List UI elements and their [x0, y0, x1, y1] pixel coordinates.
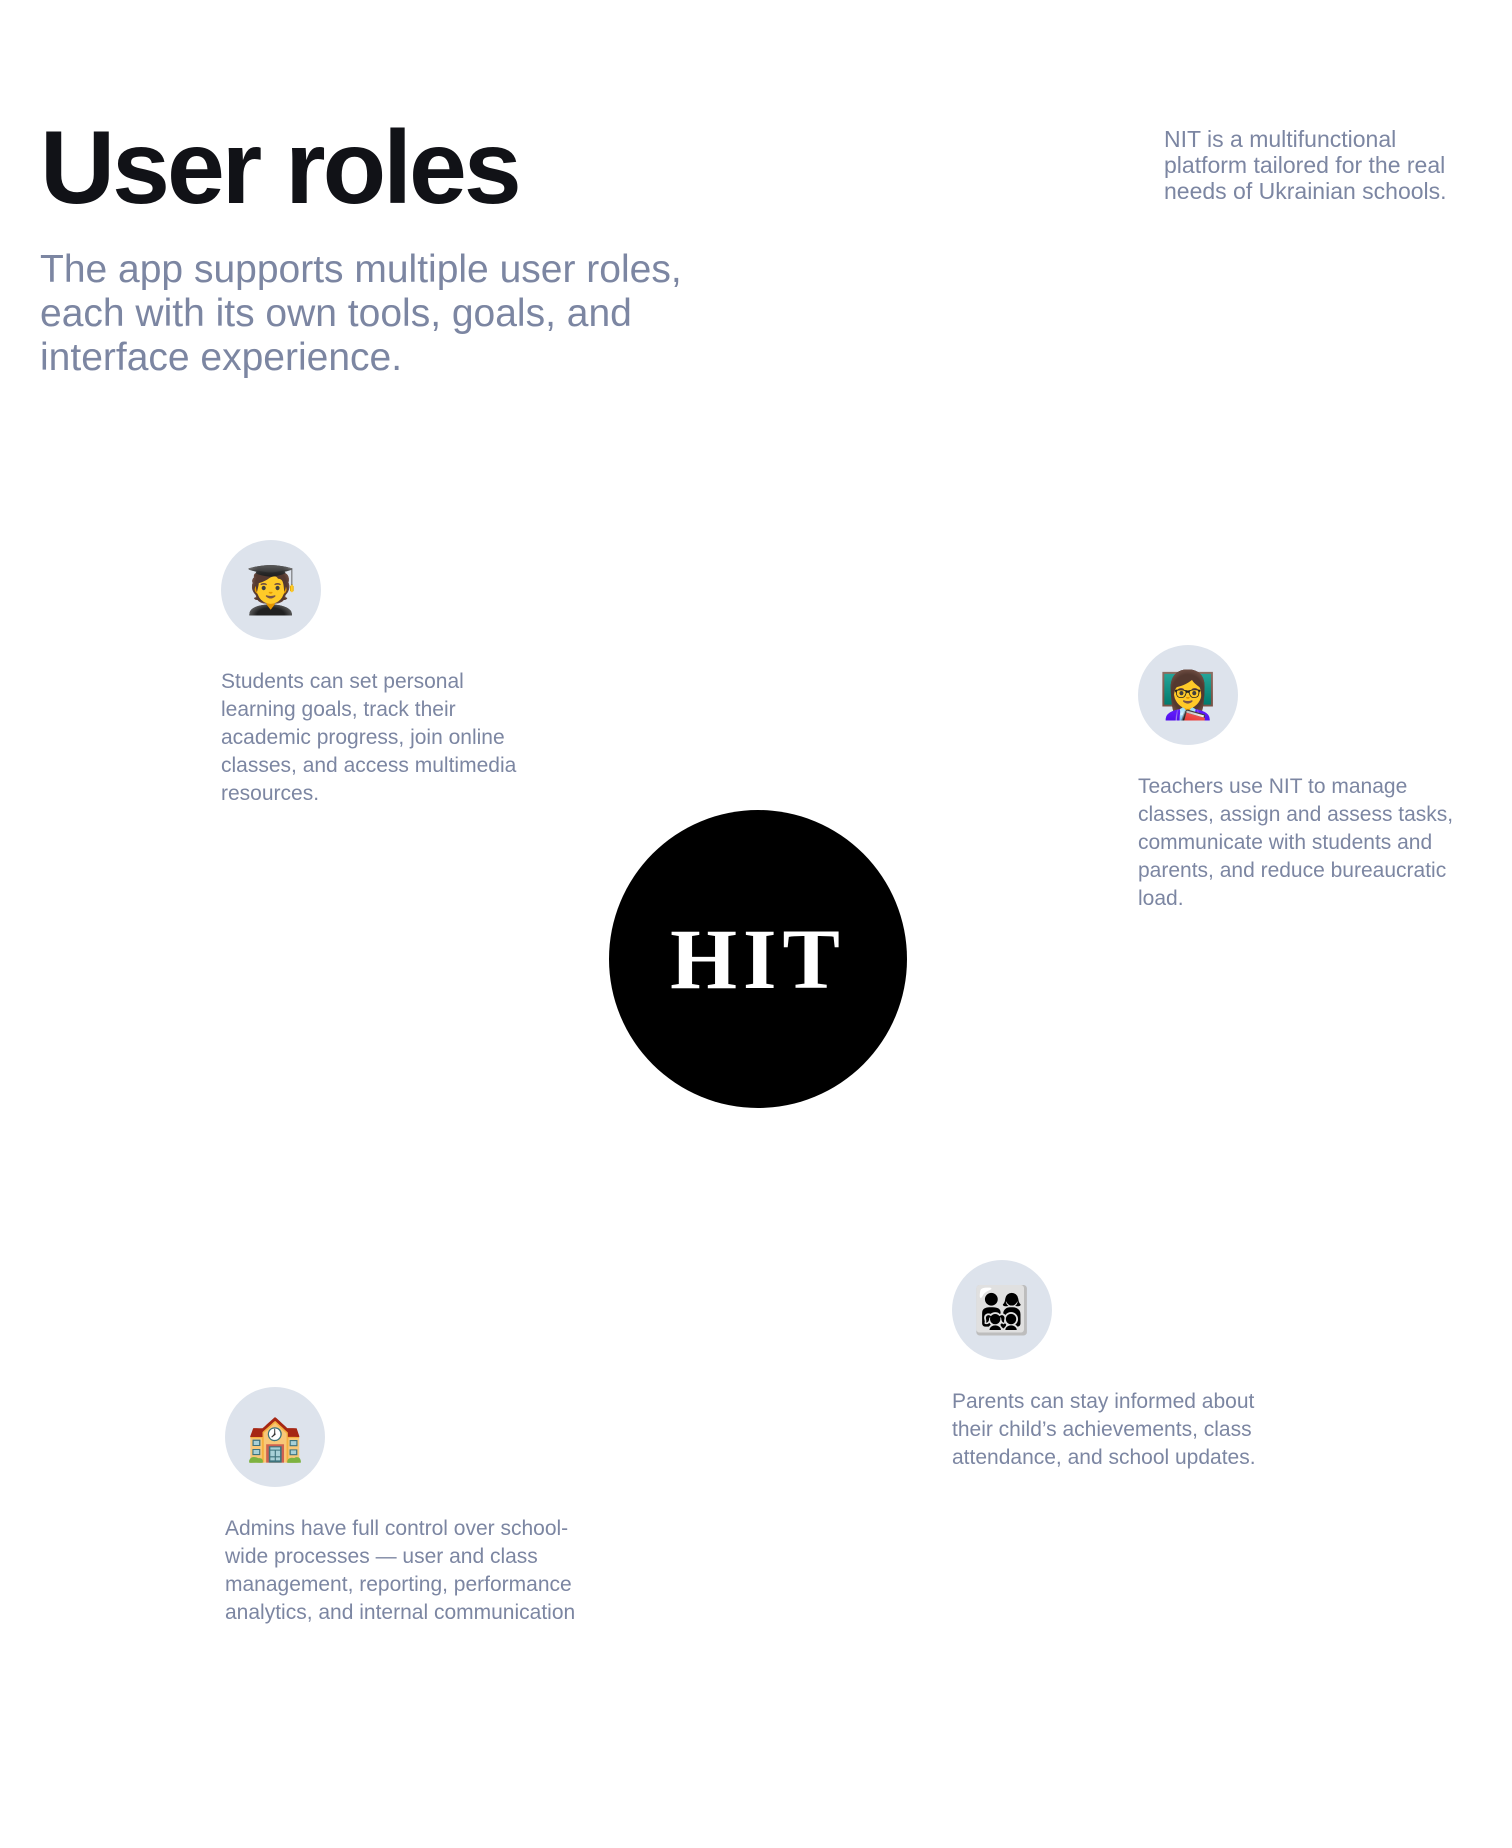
school-building-icon: 🏫	[225, 1387, 325, 1487]
role-parent	[952, 1260, 1282, 1472]
platform-description: NIT is a multifunctional platform tailored for the real needs of Ukrainian schools.	[1164, 126, 1447, 204]
hit-logo-text: HIT	[670, 911, 846, 1007]
teacher-icon: 👩‍🏫	[1138, 645, 1238, 745]
role-parent-description: Parents can stay informed about their child’s achievements, class attendance, and school updates.	[952, 1390, 1256, 1469]
role-admin-description: Admins have full control over school-wide processes — user and class management, reporting, performance analytics, and internal communication	[225, 1517, 576, 1624]
role-student-description: Students can set personal learning goals, track their academic progress, join online classes, and access multimedia resources.	[221, 670, 517, 805]
family-icon: 👨‍👩‍👧‍👦	[952, 1260, 1052, 1360]
page-title: User roles	[40, 110, 519, 226]
page-lead: The app supports multiple user roles, each with its own tools, goals, and interface experience.	[40, 248, 682, 379]
role-admin	[225, 1387, 595, 1627]
role-teacher	[1138, 645, 1468, 913]
role-student	[221, 540, 521, 808]
role-teacher-description: Teachers use NIT to manage classes, assign and assess tasks, communicate with students and parents, and reduce bureaucratic load.	[1138, 775, 1454, 910]
student-graduate-icon: 🧑‍🎓	[221, 540, 321, 640]
hit-logo	[609, 810, 907, 1108]
